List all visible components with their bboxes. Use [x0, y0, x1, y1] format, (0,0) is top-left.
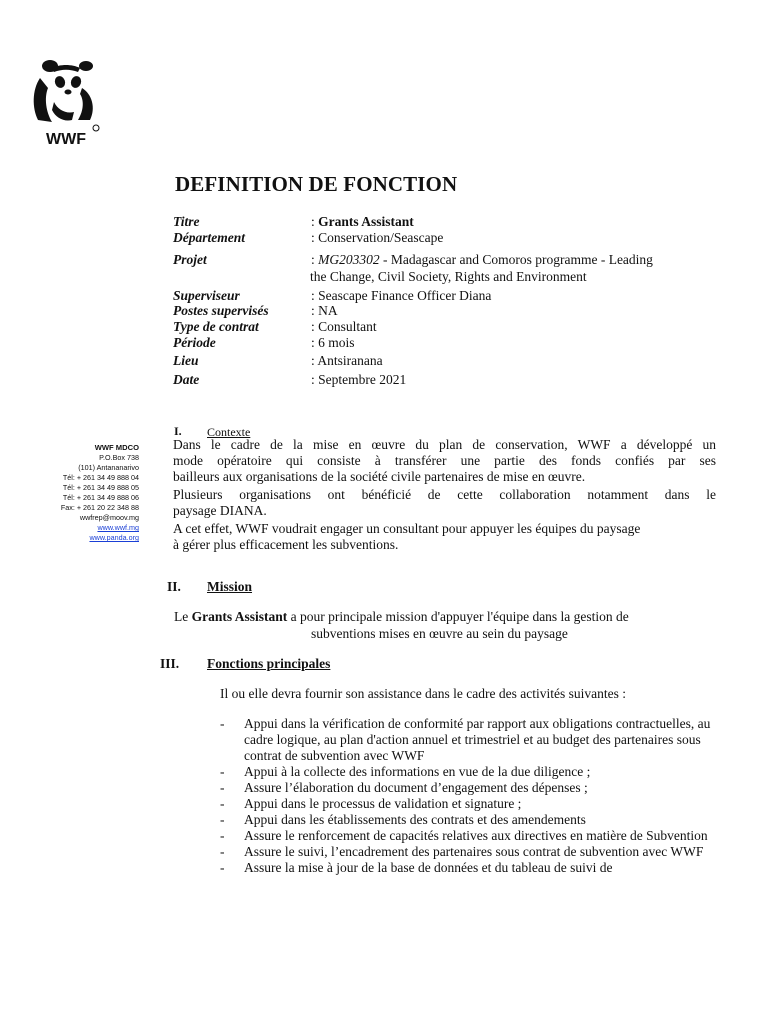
- postes-value: : NA: [311, 303, 338, 318]
- periode-value: : 6 mois: [311, 335, 355, 350]
- link-wwf-mg[interactable]: www.wwf.mg: [97, 523, 139, 532]
- list-item: - Assure le suivi, l’encadrement des partenaires sous contrat de subvention avec WWF: [220, 844, 704, 859]
- section-3-title: Fonctions principales: [207, 656, 331, 671]
- departement-value: : Conservation/Seascape: [311, 230, 444, 245]
- postes-label: Postes supervisés: [173, 303, 269, 318]
- sidebar-tel-3: Tél: + 261 34 49 888 06: [62, 493, 139, 502]
- date-label: Date: [173, 372, 200, 387]
- functions-intro: Il ou elle devra fournir son assistance dans le cadre des activités suivantes :: [220, 686, 626, 701]
- date-value: : Septembre 2021: [311, 372, 407, 387]
- departement-label: Département: [173, 230, 245, 245]
- panda-icon: [30, 58, 102, 150]
- sidebar-org: WWF MDCO: [94, 443, 139, 452]
- lieu-value: : Antsiranana: [311, 353, 383, 368]
- section-3-number: III.: [160, 656, 180, 671]
- projet-label: Projet: [173, 252, 207, 267]
- address-sidebar: [20, 443, 139, 543]
- wwf-logo-text: WWF: [46, 131, 86, 148]
- context-p1-line1: Dans le cadre de la mise en œuvre du plan de conservation, WWF a développé un: [173, 437, 716, 452]
- sidebar-fax: Fax: + 261 20 22 348 88: [60, 503, 139, 512]
- link-panda-org[interactable]: www.panda.org: [89, 533, 139, 542]
- lieu-label: Lieu: [173, 353, 199, 368]
- wwf-panda-logo: [30, 58, 102, 150]
- periode-label: Période: [173, 335, 216, 350]
- superviseur-value: : Seascape Finance Officer Diana: [311, 288, 492, 303]
- list-item: - Appui dans les établissements des contrats et des amendements: [220, 812, 586, 827]
- mission-text-line2: subventions mises en œuvre au sein du paysage: [311, 626, 568, 641]
- sidebar-tel-2: Tél: + 261 34 49 888 05: [62, 483, 139, 492]
- list-item: - Assure le renforcement de capacités relatives aux directives en matière de Subvention: [220, 828, 708, 843]
- list-item: - Assure l’élaboration du document d’engagement des dépenses ;: [220, 780, 588, 795]
- section-2-title: Mission: [207, 579, 253, 594]
- sidebar-box: P.O.Box 738: [99, 453, 139, 462]
- section-2-number: II.: [167, 579, 181, 594]
- contrat-value: : Consultant: [311, 319, 377, 334]
- section-1-number: I.: [174, 424, 182, 438]
- document-title: DEFINITION DE FONCTION: [175, 172, 458, 196]
- section-1-title: Contexte: [207, 425, 251, 439]
- context-p2-line1: Plusieurs organisations ont bénéficié de cette collaboration notamment dans le: [173, 487, 716, 502]
- projet-value-line1: : MG203302 - Madagascar and Comoros programme - Leading: [311, 252, 653, 267]
- list-item: - Assure la mise à jour de la base de données et du tableau de suivi de: [220, 860, 613, 875]
- list-item: - Appui à la collecte des informations en vue de la due diligence ;: [220, 764, 591, 779]
- sidebar-email: wwfrep@moov.mg: [79, 513, 139, 522]
- context-p3-line2: à gérer plus efficacement les subventions.: [173, 537, 399, 552]
- functions-list: [220, 716, 720, 876]
- mission-text-line1: Le Grants Assistant a pour principale mission d'appuyer l'équipe dans la gestion de: [174, 609, 629, 624]
- sidebar-tel-1: Tél: + 261 34 49 888 04: [62, 473, 139, 482]
- context-p2-line2: paysage DIANA.: [173, 503, 267, 518]
- titre-value: : Grants Assistant: [311, 214, 414, 229]
- context-p3-line1: A cet effet, WWF voudrait engager un consultant pour appuyer les équipes du paysage: [173, 521, 641, 536]
- superviseur-label: Superviseur: [173, 288, 240, 303]
- context-p1-line2: mode opératoire qui consiste à transférer une partie des fonds confiés par ses: [173, 453, 716, 468]
- context-p1-line3: bailleurs aux organisations de la société civile partenaires de mise en œuvre.: [173, 469, 586, 484]
- titre-label: Titre: [173, 214, 200, 229]
- contrat-label: Type de contrat: [173, 319, 259, 334]
- list-item: - Appui dans la vérification de conformité par rapport aux obligations contractuelles, au cadre logique, au plan d'action annuel et trimestriel et au budget des partenaires sous contrat de subvention avec WWF: [220, 716, 711, 763]
- list-item: - Appui dans le processus de validation et signature ;: [220, 796, 522, 811]
- projet-value-line2: the Change, Civil Society, Rights and Environment: [310, 269, 587, 284]
- sidebar-city: (101) Antananarivo: [78, 463, 139, 472]
